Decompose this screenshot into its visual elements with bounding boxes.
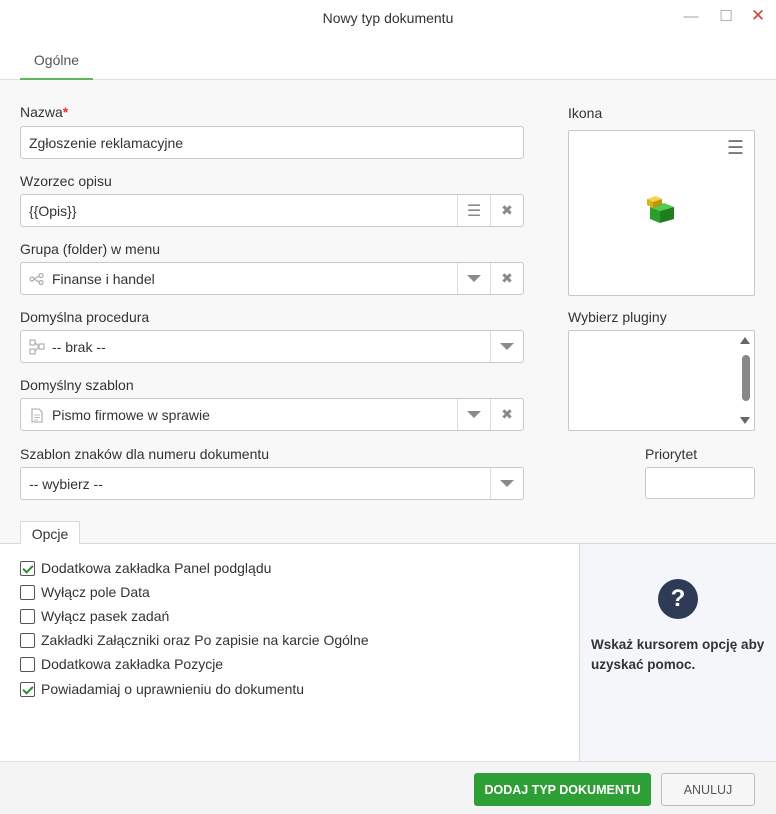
- required-mark: *: [62, 104, 69, 120]
- clear-icon: ✖: [501, 202, 513, 218]
- szablon-znakow-dropdown-button[interactable]: [490, 468, 523, 499]
- scrollbar-thumb[interactable]: [742, 355, 750, 401]
- option-label: Powiadamiaj o uprawnieniu do dokumentu: [41, 681, 305, 697]
- options-list: [0, 544, 580, 762]
- maximize-icon[interactable]: ☐: [719, 8, 733, 25]
- clear-icon: ✖: [501, 270, 513, 286]
- nazwa-value: Zgłoszenie reklamacyjne: [29, 135, 184, 151]
- wzorzec-label: Wzorzec opisu: [20, 173, 112, 189]
- grupa-label: Grupa (folder) w menu: [20, 241, 161, 257]
- pluginy-label: Wybierz pluginy: [568, 309, 667, 325]
- wzorzec-input[interactable]: [20, 194, 524, 227]
- procedura-dropdown-button[interactable]: [490, 331, 523, 362]
- procedura-value: -- brak --: [52, 339, 106, 355]
- close-icon[interactable]: ✕: [750, 6, 766, 25]
- szablon-dropdown-button[interactable]: [457, 399, 490, 430]
- szablon-value: Pismo firmowe w sprawie: [52, 407, 210, 423]
- option-wylacz-pasek-zadan[interactable]: [20, 607, 169, 625]
- help-text: Wskaż kursorem opcję aby uzyskać pomoc.: [591, 637, 765, 672]
- szablon-label: Domyślny szablon: [20, 377, 134, 393]
- option-label: Zakładki Załączniki oraz Po zapisie na karcie Ogólne: [41, 632, 369, 648]
- szablon-znakow-value: -- wybierz --: [29, 476, 103, 492]
- szablon-znakow-label: Szablon znaków dla numeru dokumentu: [20, 446, 270, 462]
- folder-tree-icon: [29, 271, 45, 287]
- grupa-dropdown-button[interactable]: [457, 263, 490, 294]
- document-icon: [29, 407, 45, 423]
- hamburger-icon[interactable]: ☰: [726, 138, 744, 159]
- clear-icon: ✖: [501, 406, 513, 422]
- add-document-type-button[interactable]: DODAJ TYP DOKUMENTU: [474, 773, 651, 806]
- tab-ogolne[interactable]: Ogólne: [20, 46, 93, 80]
- checkbox[interactable]: [20, 657, 35, 672]
- checkbox[interactable]: [20, 609, 35, 624]
- options-section: [0, 543, 776, 761]
- tabs-bar: [0, 36, 776, 80]
- workflow-icon: [29, 339, 45, 355]
- nazwa-input[interactable]: [20, 126, 524, 159]
- wzorzec-menu-button[interactable]: [457, 195, 490, 226]
- help-panel: [580, 544, 776, 762]
- cancel-button[interactable]: ANULUJ: [661, 773, 755, 806]
- scroll-up-icon[interactable]: [740, 337, 750, 344]
- ikona-label: Ikona: [568, 105, 603, 121]
- checkbox[interactable]: [20, 682, 35, 697]
- chevron-down-icon: [500, 343, 514, 350]
- szablon-clear-button[interactable]: [490, 399, 523, 430]
- priorytet-label: Priorytet: [645, 446, 698, 462]
- grupa-select[interactable]: [20, 262, 524, 295]
- nazwa-label-text: Nazwa: [20, 104, 63, 120]
- procedura-select[interactable]: [20, 330, 524, 363]
- szablon-select[interactable]: [20, 398, 524, 431]
- minimize-icon[interactable]: —: [683, 7, 699, 25]
- checkbox[interactable]: [20, 585, 35, 600]
- grupa-value: Finanse i handel: [52, 271, 155, 287]
- wzorzec-clear-button[interactable]: [490, 195, 523, 226]
- title-bar: [0, 0, 776, 36]
- nazwa-label: [20, 104, 68, 120]
- checkbox[interactable]: [20, 561, 35, 576]
- icon-picker[interactable]: [568, 130, 755, 296]
- szablon-znakow-select[interactable]: [20, 467, 524, 500]
- option-label: Wyłącz pole Data: [41, 584, 150, 600]
- wzorzec-value: {{Opis}}: [29, 203, 77, 219]
- dialog-footer: [0, 761, 776, 814]
- plugins-list[interactable]: [568, 330, 755, 431]
- option-powiadamiaj[interactable]: [20, 680, 304, 698]
- option-zakladka-pozycje[interactable]: [20, 655, 223, 673]
- option-panel-podgladu[interactable]: [20, 559, 271, 577]
- procedura-label: Domyślna procedura: [20, 309, 150, 325]
- priorytet-input[interactable]: [645, 467, 755, 499]
- option-label: Wyłącz pasek zadań: [41, 608, 170, 624]
- hamburger-icon: ☰: [466, 202, 482, 220]
- option-label: Dodatkowa zakładka Panel podglądu: [41, 560, 272, 576]
- help-icon: ?: [658, 579, 698, 619]
- tab-opcje-label: Opcje: [31, 526, 69, 542]
- scroll-down-icon[interactable]: [740, 417, 750, 424]
- checkbox[interactable]: [20, 633, 35, 648]
- grupa-clear-button[interactable]: [490, 263, 523, 294]
- option-label: Dodatkowa zakładka Pozycje: [41, 656, 224, 672]
- tab-opcje[interactable]: [20, 521, 80, 544]
- option-wylacz-pole-data[interactable]: [20, 583, 150, 601]
- option-zakladki-zalaczniki[interactable]: [20, 631, 369, 649]
- chevron-down-icon: [467, 411, 481, 418]
- chevron-down-icon: [500, 480, 514, 487]
- chevron-down-icon: [467, 275, 481, 282]
- window-title: Nowy typ dokumentu: [322, 10, 454, 26]
- document-type-icon: [644, 195, 678, 228]
